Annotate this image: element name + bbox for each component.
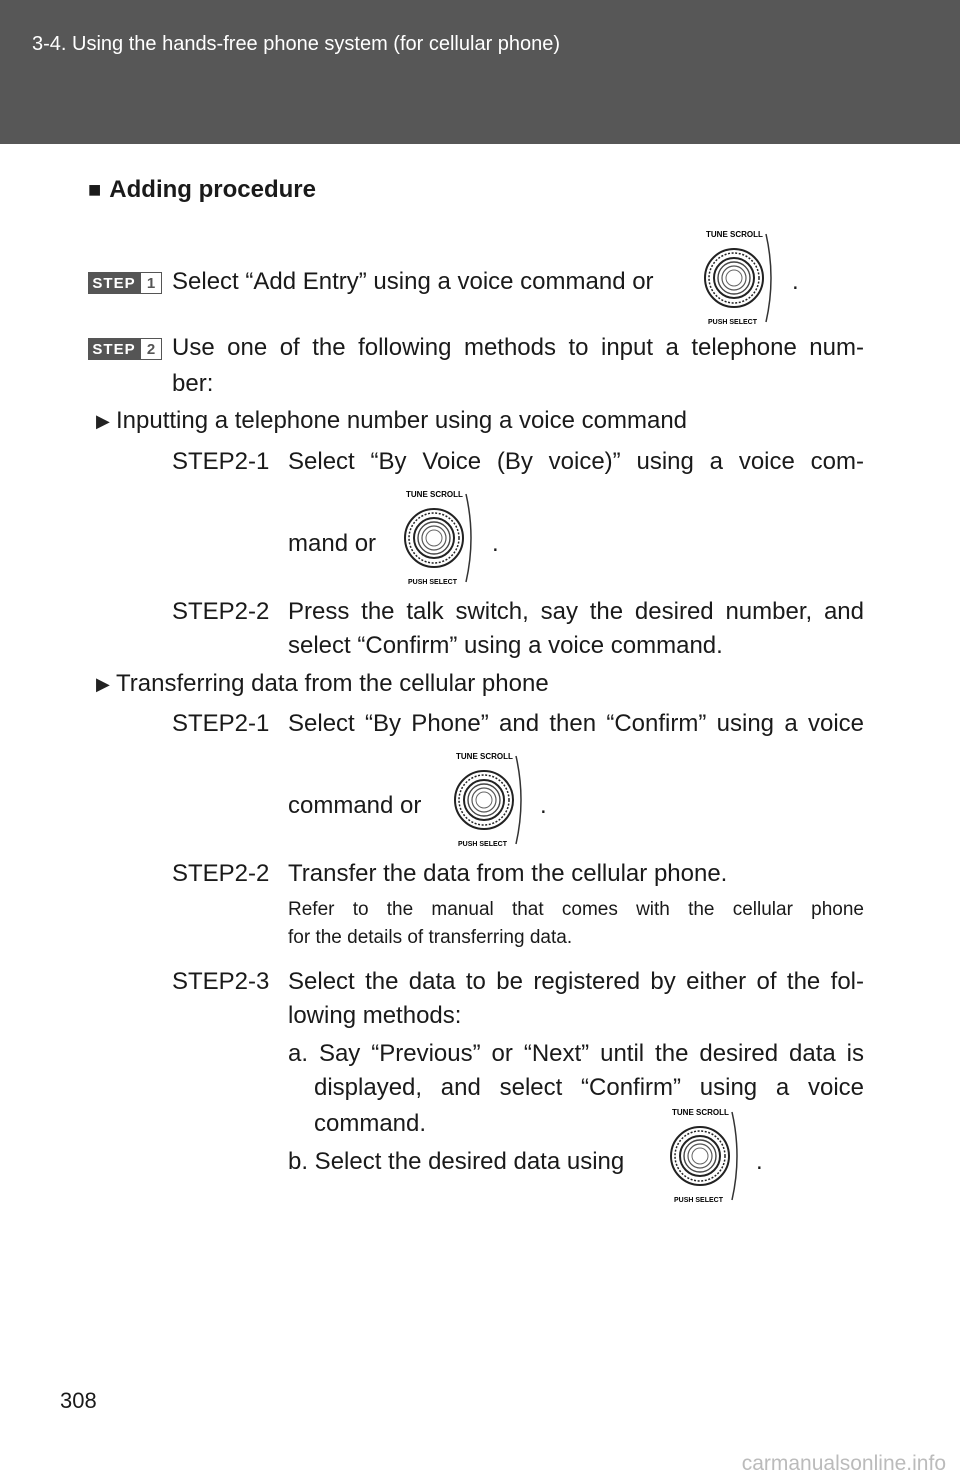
voice-s21-label: STEP2-1	[172, 448, 270, 475]
voice-s21-period: .	[492, 530, 499, 557]
watermark: carmanualsonline.info	[741, 1452, 946, 1475]
voice-s22-label: STEP2-2	[172, 598, 270, 625]
voice-s22-line1: Press the talk switch, say the desired number, and	[288, 598, 864, 625]
section-marker: ■	[88, 177, 102, 202]
phone-s23-line1: Select the data to be registered by either of the fol-	[288, 968, 864, 995]
phone-s23-line2: lowing methods:	[288, 1002, 462, 1029]
step1-period: .	[792, 268, 799, 295]
phone-s23-b-period: .	[756, 1148, 763, 1175]
step2-line2: ber:	[172, 370, 214, 397]
svg-text:TUNE SCROLL: TUNE SCROLL	[456, 752, 513, 761]
phone-s23-label: STEP2-3	[172, 968, 270, 995]
step1-badge: STEP 1	[88, 272, 162, 294]
tune-scroll-knob-icon	[400, 488, 474, 588]
voice-s22-line2: select “Confirm” using a voice command.	[288, 632, 723, 659]
tune-scroll-knob-icon	[450, 750, 524, 850]
phone-s23-a2: displayed, and select “Confirm” using a voice	[314, 1074, 864, 1101]
triangle-bullet-icon: ▶	[96, 411, 110, 431]
phone-s22-line1: Transfer the data from the cellular phone.	[288, 860, 728, 887]
svg-text:TUNE SCROLL: TUNE SCROLL	[706, 230, 763, 239]
phone-s23-a3: command.	[314, 1110, 427, 1137]
phone-s22-label: STEP2-2	[172, 860, 270, 887]
svg-text:PUSH SELECT: PUSH SELECT	[458, 841, 508, 848]
phone-method-title: Transferring data from the cellular phone	[116, 670, 549, 697]
phone-s21-label: STEP2-1	[172, 710, 270, 737]
step1-text: Select “Add Entry” using a voice command or	[172, 268, 654, 295]
voice-s21-line1: Select “By Voice (By voice)” using a voice com-	[288, 448, 864, 475]
phone-s21-period: .	[540, 792, 547, 819]
page-header	[0, 0, 960, 144]
header-title: 3-4. Using the hands-free phone system (for cellular phone)	[32, 33, 561, 55]
phone-s22-note2: for the details of transferring data.	[288, 927, 573, 948]
svg-text:PUSH SELECT: PUSH SELECT	[408, 579, 458, 586]
step2-line1: Use one of the following methods to input a telephone num-	[172, 334, 864, 361]
voice-method-title: Inputting a telephone number using a voice command	[116, 407, 688, 434]
phone-s23-b1: b. Select the desired data using	[288, 1148, 625, 1175]
svg-text:PUSH SELECT: PUSH SELECT	[674, 1197, 724, 1204]
tune-scroll-knob-icon	[666, 1106, 740, 1206]
section-title	[88, 176, 316, 204]
phone-s23-a1: a. Say “Previous” or “Next” until the desired data is	[288, 1040, 864, 1067]
phone-s22-note1: Refer to the manual that comes with the cellular phone	[288, 899, 864, 920]
phone-s21-line2: command or	[288, 792, 422, 819]
svg-text:PUSH SELECT: PUSH SELECT	[708, 319, 758, 326]
voice-s21-line2: mand or	[288, 530, 377, 557]
tune-scroll-knob-icon	[700, 228, 774, 328]
section-title-text: Adding procedure	[109, 176, 316, 203]
phone-s21-line1: Select “By Phone” and then “Confirm” using a voice	[288, 710, 864, 737]
svg-text:TUNE SCROLL: TUNE SCROLL	[672, 1108, 729, 1117]
page-number: 308	[60, 1388, 97, 1413]
triangle-bullet-icon: ▶	[96, 674, 110, 694]
step2-badge: STEP 2	[88, 338, 162, 360]
svg-text:TUNE SCROLL: TUNE SCROLL	[406, 490, 463, 499]
